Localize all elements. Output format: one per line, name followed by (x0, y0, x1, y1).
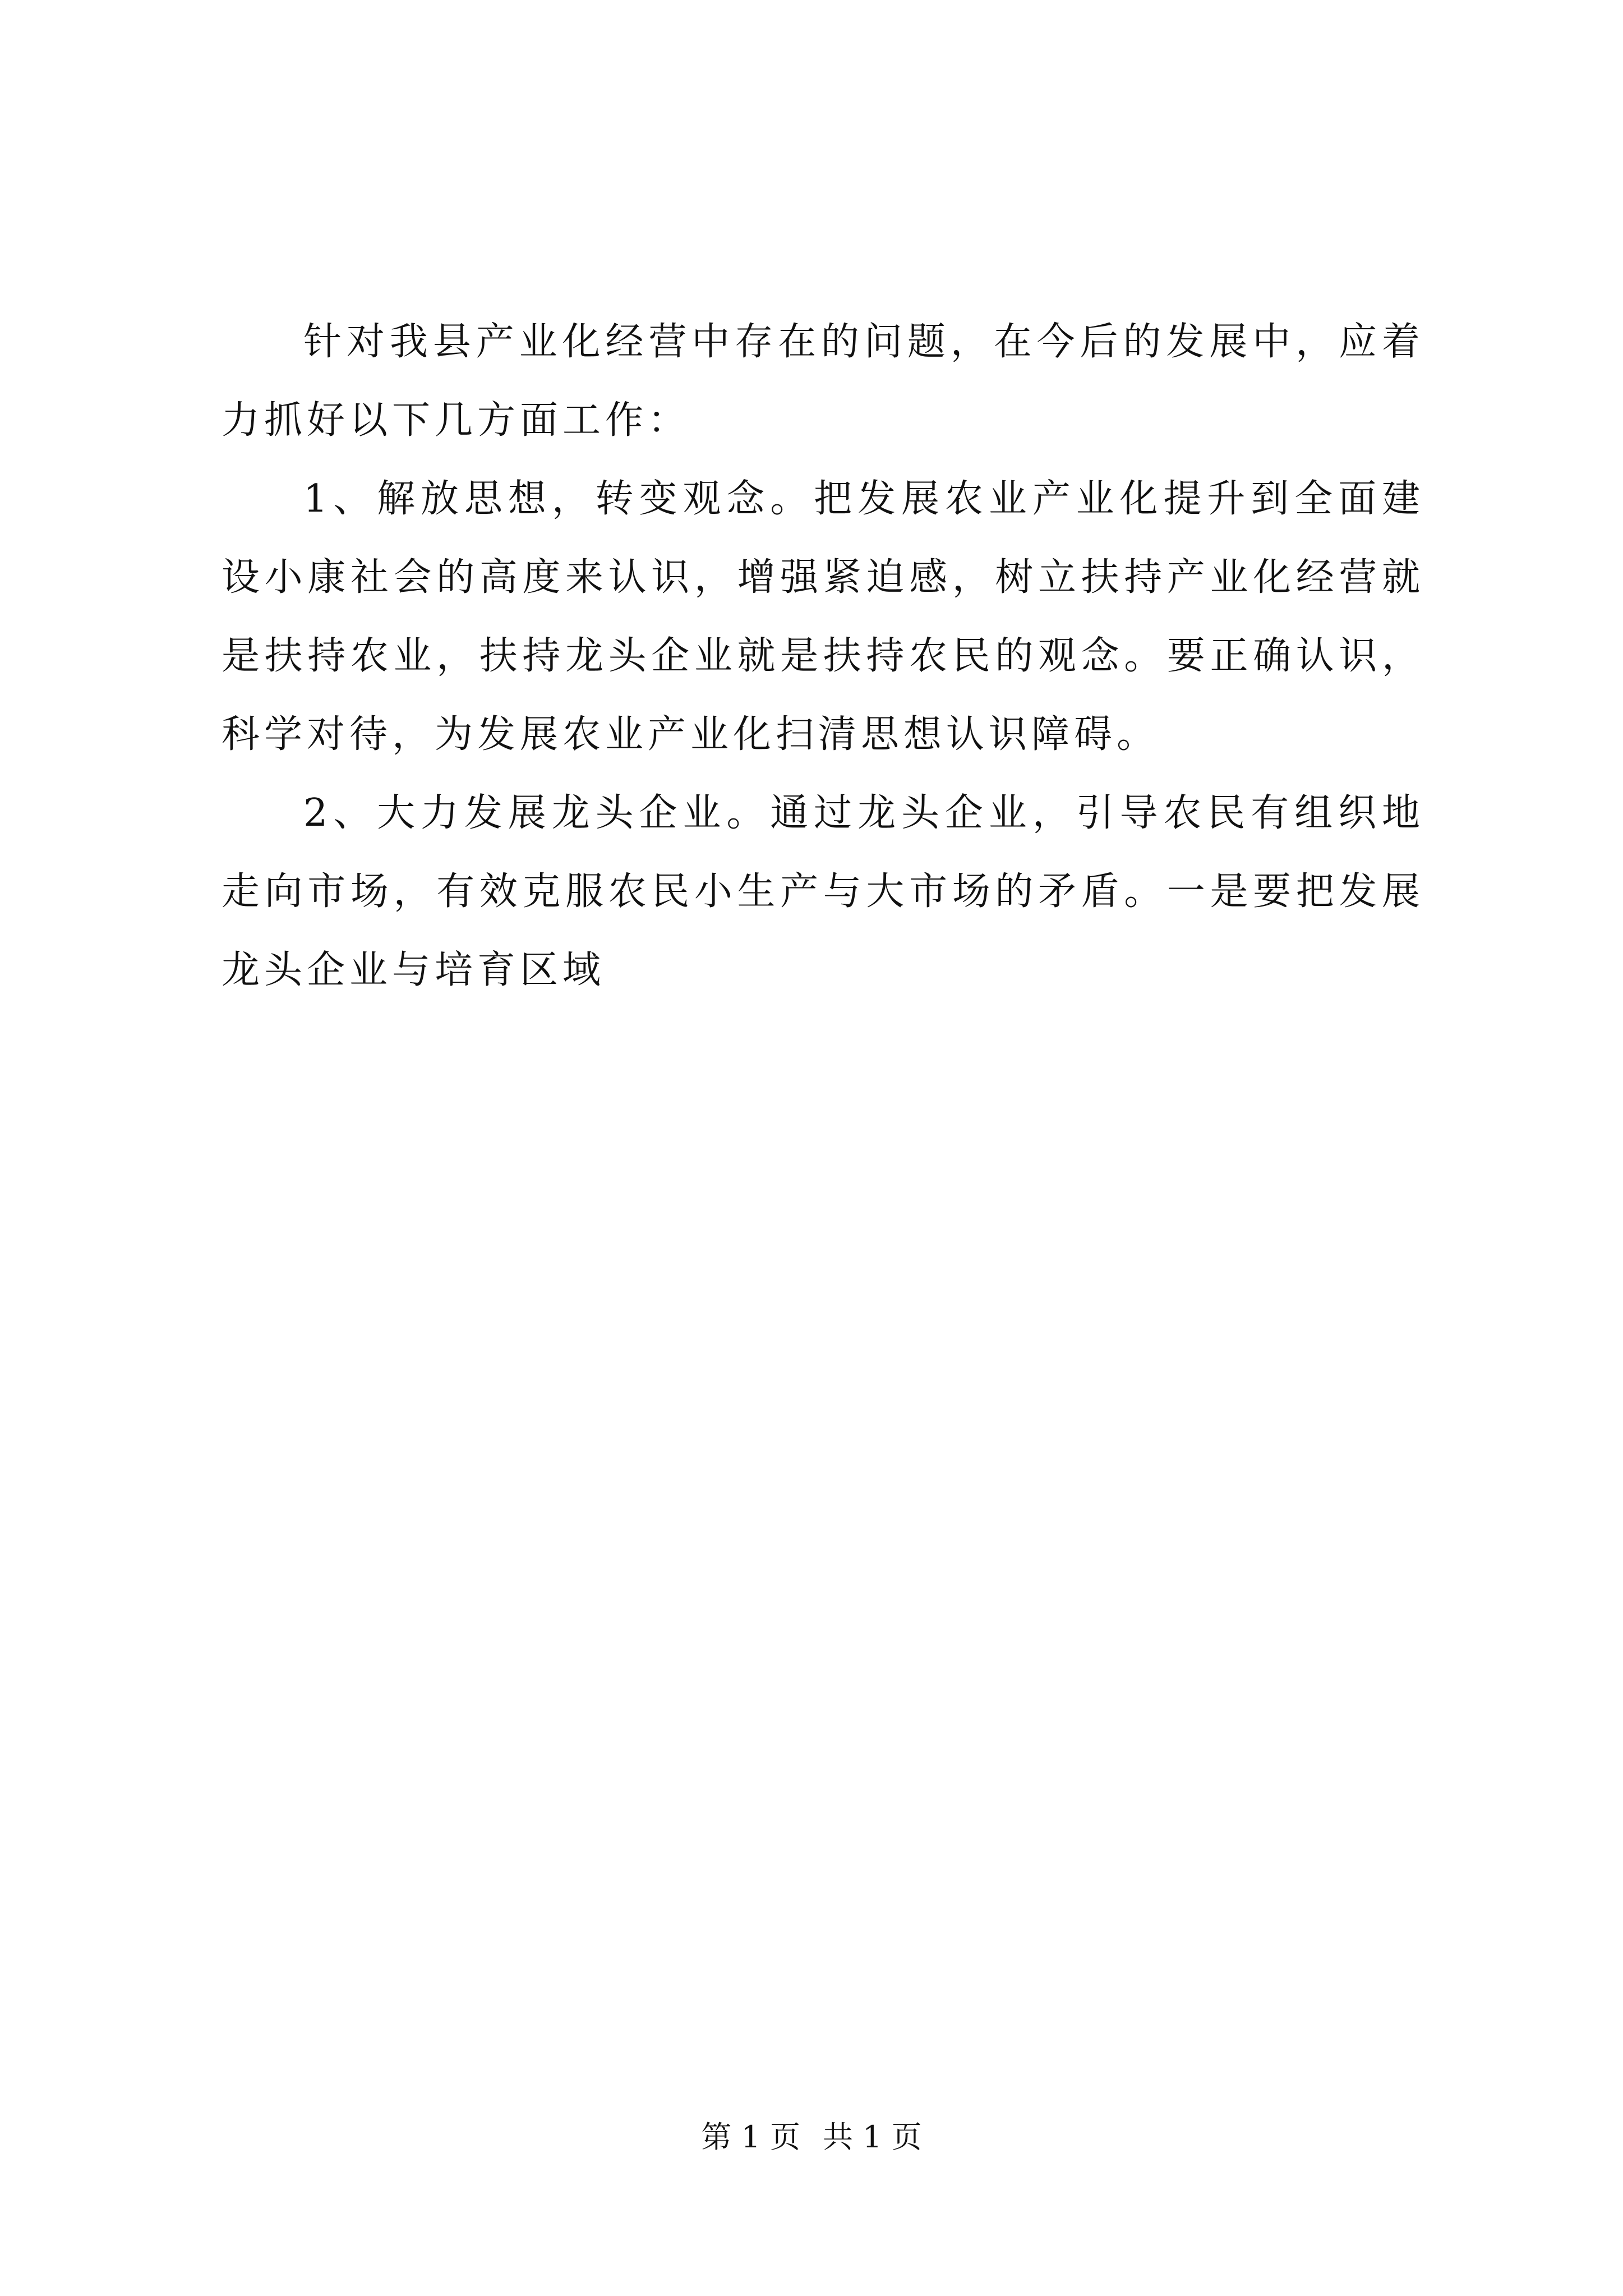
page-total: 共 1 页 (823, 2119, 922, 2155)
paragraph-item-2: 2、大力发展龙头企业。通过龙头企业，引导农民有组织地走向市场，有效克服农民小生产与大市场的矛盾。一是要把发展龙头企业与培育区域 (222, 791, 1424, 992)
paragraph-intro: 针对我县产业化经营中存在的问题，在今后的发展中，应着力抓好以下几方面工作： (222, 320, 1424, 443)
paragraph-item-1: 1、解放思想，转变观念。把发展农业产业化提升到全面建设小康社会的高度来认识，增强紧迫感，树立扶持产业化经营就是扶持农业，扶持龙头企业就是扶持农民的观念。要正确认识，科学对待，为发展农业产业化扫清思想认识障碍。 (222, 477, 1424, 757)
document-body (222, 303, 1424, 1010)
page-number: 第 1 页 (701, 2119, 800, 2155)
page-footer (0, 2115, 1623, 2160)
